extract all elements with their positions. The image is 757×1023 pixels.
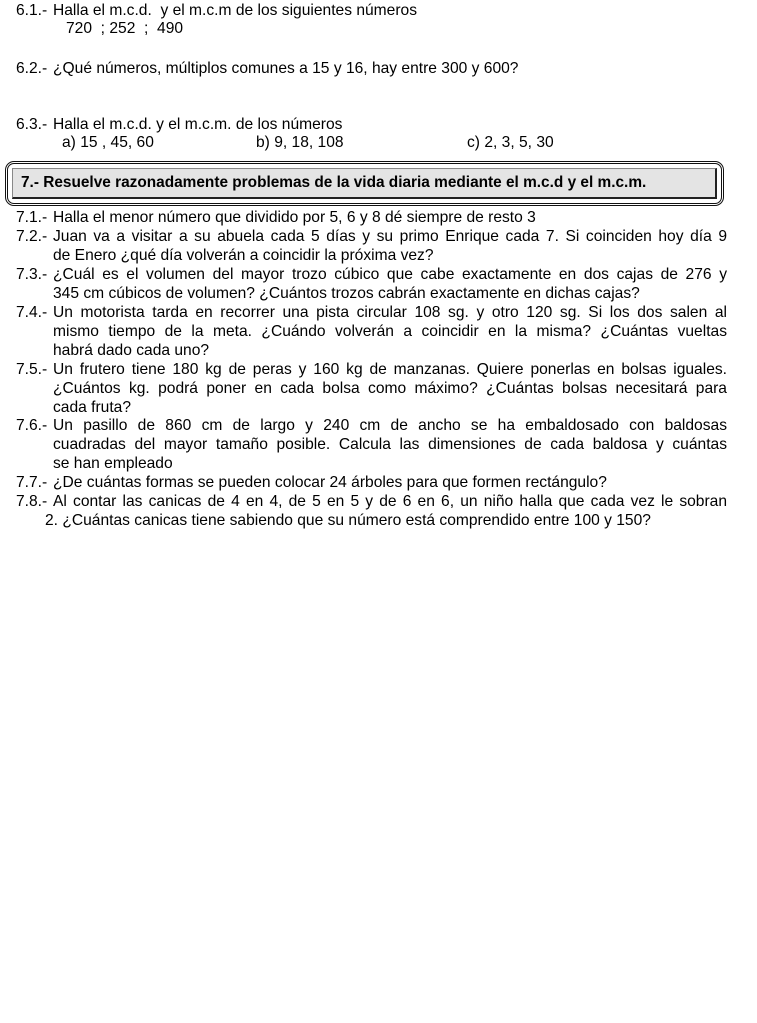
problem-text-line: ¿Cuál es el volumen del mayor trozo cúbico que cabe exactamente en dos cajas de 276 y xyxy=(53,265,727,283)
problem-text-line: se han empleado xyxy=(53,455,173,473)
question-label: 6.2.- xyxy=(16,60,48,77)
problem-text-line: 345 cm cúbicos de volumen? ¿Cuántos trozos cabrán exactamente en dichas cajas? xyxy=(53,284,640,302)
problem-text-line: mismo tiempo de la meta. ¿Cuándo volverán a coincidir en la misma? ¿Cuántas vueltas xyxy=(53,322,727,340)
problem-label: 7.1.- xyxy=(16,209,48,226)
option-b: b) 9, 18, 108 xyxy=(256,134,344,151)
problem-label: 7.4.- xyxy=(16,303,48,321)
question-text: Halla el m.c.d. y el m.c.m de los siguientes números xyxy=(53,2,417,19)
question-label: 6.3.- xyxy=(16,116,48,133)
problem-text-line: habrá dado cada uno? xyxy=(53,341,210,359)
section-7-header-inner xyxy=(12,168,717,199)
problem-label: 7.2.- xyxy=(16,227,48,245)
option-a: a) 15 , 45, 60 xyxy=(62,134,154,151)
problem-text-line: Un frutero tiene 180 kg de peras y 160 kg de manzanas. Quiere ponerlas en bolsas iguales. xyxy=(53,360,727,378)
problem-label: 7.6.- xyxy=(16,417,48,435)
problem-text-line: ¿De cuántas formas se pueden colocar 24 árboles para que formen rectángulo? xyxy=(53,474,607,492)
problem-label: 7.8.- xyxy=(16,493,48,511)
question-numbers: 720 ; 252 ; 490 xyxy=(66,20,184,37)
problem-text-line: cada fruta? xyxy=(53,398,132,416)
problem-text-line: Halla el menor número que dividido por 5, 6 y 8 dé siempre de resto 3 xyxy=(53,209,536,226)
section-7-title: 7.- Resuelve razonadamente problemas de la vida diaria mediante el m.c.d y el m.c.m. xyxy=(21,174,647,191)
question-text: ¿Qué números, múltiplos comunes a 15 y 16, hay entre 300 y 600? xyxy=(53,60,519,77)
problem-text-line: Un pasillo de 860 cm de largo y 240 cm de ancho se ha embaldosado con baldosas xyxy=(53,417,727,435)
problem-text-line: Juan va a visitar a su abuela cada 5 días y su primo Enrique cada 7. Si coinciden hoy día 9 xyxy=(53,227,727,245)
problem-text-line: de Enero ¿qué día volverán a coincidir la próxima vez? xyxy=(53,246,434,264)
problem-text-line: cuadradas del mayor tamaño posible. Calcula las dimensiones de cada baldosa y cuántas xyxy=(53,436,727,454)
problem-text-line: Un motorista tarda en recorrer una pista circular 108 sg. y otro 120 sg. Si los dos salen al xyxy=(53,303,727,321)
question-label: 6.1.- xyxy=(16,2,48,19)
problem-text-line: Al contar las canicas de 4 en 4, de 5 en 5 y de 6 en 6, un niño halla que cada vez le sobran xyxy=(53,493,727,511)
problem-label: 7.3.- xyxy=(16,265,48,283)
problem-label: 7.7.- xyxy=(16,474,48,492)
problem-text-line: 2. ¿Cuántas canicas tiene sabiendo que su número está comprendido entre 100 y 150? xyxy=(45,512,651,530)
problem-label: 7.5.- xyxy=(16,360,48,378)
problem-text-line: ¿Cuántos kg. podrá poner en cada bolsa como máximo? ¿Cuántas bolsas necesitará para xyxy=(53,379,727,397)
question-text: Halla el m.c.d. y el m.c.m. de los números xyxy=(53,116,343,133)
section-7-header-box xyxy=(5,161,724,206)
option-c: c) 2, 3, 5, 30 xyxy=(467,134,554,151)
